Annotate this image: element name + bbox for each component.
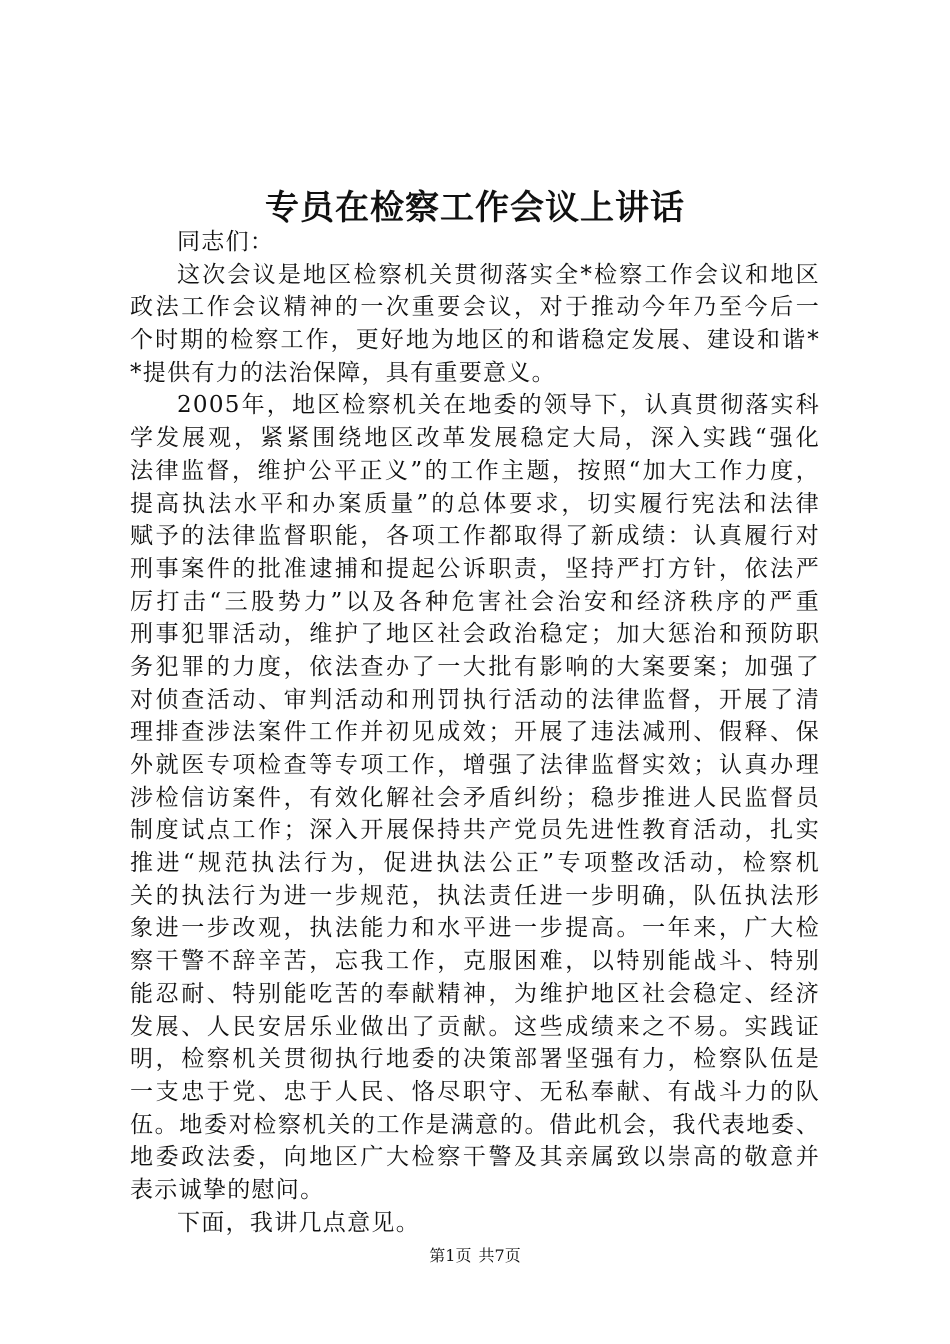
text-line: *提供有力的法治保障，具有重要意义。 bbox=[130, 359, 556, 386]
text-line: 象进一步改观，执法能力和水平进一步提高。一年来，广大检 bbox=[130, 915, 820, 942]
text-line: 对侦查活动、审判活动和刑罚执行活动的法律监督，开展了清 bbox=[130, 686, 820, 713]
text-line: 2005年，地区检察机关在地委的领导下，认真贯彻落实科 bbox=[177, 392, 820, 419]
text-line: 伍。地委对检察机关的工作是满意的。借此机会，我代表地委、 bbox=[130, 1111, 820, 1138]
text-line: 学发展观，紧紧围绕地区改革发展稳定大局，深入实践“强化 bbox=[130, 425, 820, 452]
text-line: 个时期的检察工作，更好地为地区的和谐稳定发展、建设和谐* bbox=[130, 327, 820, 354]
text-line: 务犯罪的力度，依法查办了一大批有影响的大案要案；加强了 bbox=[130, 653, 820, 680]
text-line: 刑事案件的批准逮捕和提起公诉职责，坚持严打方针，依法严 bbox=[130, 555, 820, 582]
text-line: 察干警不辞辛苦，忘我工作，克服困难，以特别能战斗、特别 bbox=[130, 948, 820, 975]
text-line: 政法工作会议精神的一次重要会议，对于推动今年乃至今后一 bbox=[130, 294, 820, 321]
text-line: 发展、人民安居乐业做出了贡献。这些成绩来之不易。实践证 bbox=[130, 1013, 820, 1040]
text-line: 刑事犯罪活动，维护了地区社会政治稳定；加大惩治和预防职 bbox=[130, 621, 820, 648]
text-line: 下面，我讲几点意见。 bbox=[177, 1209, 420, 1236]
text-line: 关的执法行为进一步规范，执法责任进一步明确，队伍执法形 bbox=[130, 882, 820, 909]
text-line: 外就医专项检查等专项工作，增强了法律监督实效；认真办理 bbox=[130, 752, 820, 778]
page-total: 共7页 bbox=[478, 1246, 521, 1265]
text-line: 提高执法水平和办案质量”的总体要求，切实履行宪法和法律 bbox=[130, 490, 820, 517]
text-line: 能忍耐、特别能吃苦的奉献精神，为维护地区社会稳定、经济 bbox=[130, 980, 820, 1007]
text-line: 赋予的法律监督职能，各项工作都取得了新成绩：认真履行对 bbox=[130, 523, 820, 550]
text-line: 厉打击“三股势力”以及各种危害社会治安和经济秩序的严重 bbox=[130, 588, 820, 615]
page-number: 第1页 bbox=[429, 1246, 472, 1265]
document-title: 专员在检察工作会议上讲话 bbox=[265, 188, 685, 228]
text-line: 表示诚挚的慰问。 bbox=[130, 1176, 325, 1203]
text-line: 地委政法委，向地区广大检察干警及其亲属致以崇高的敬意并 bbox=[130, 1144, 820, 1171]
text-line: 同志们： bbox=[177, 229, 275, 255]
text-line: 一支忠于党、忠于人民、恪尽职守、无私奉献、有战斗力的队 bbox=[130, 1078, 820, 1105]
text-line: 明，检察机关贯彻执行地委的决策部署坚强有力，检察队伍是 bbox=[130, 1046, 820, 1073]
text-line: 涉检信访案件，有效化解社会矛盾纠纷；稳步推进人民监督员 bbox=[130, 784, 820, 811]
text-line: 法律监督，维护公平正义”的工作主题，按照“加大工作力度， bbox=[130, 457, 820, 484]
document-body bbox=[130, 226, 820, 1239]
text-line: 制度试点工作；深入开展保持共产党员先进性教育活动，扎实 bbox=[130, 817, 820, 844]
page-footer bbox=[0, 1244, 950, 1268]
text-line: 理排查涉法案件工作并初见成效；开展了违法减刑、假释、保 bbox=[130, 719, 820, 746]
text-line: 推进“规范执法行为，促进执法公正”专项整改活动，检察机 bbox=[130, 850, 820, 877]
text-line: 这次会议是地区检察机关贯彻落实全*检察工作会议和地区 bbox=[177, 261, 820, 288]
